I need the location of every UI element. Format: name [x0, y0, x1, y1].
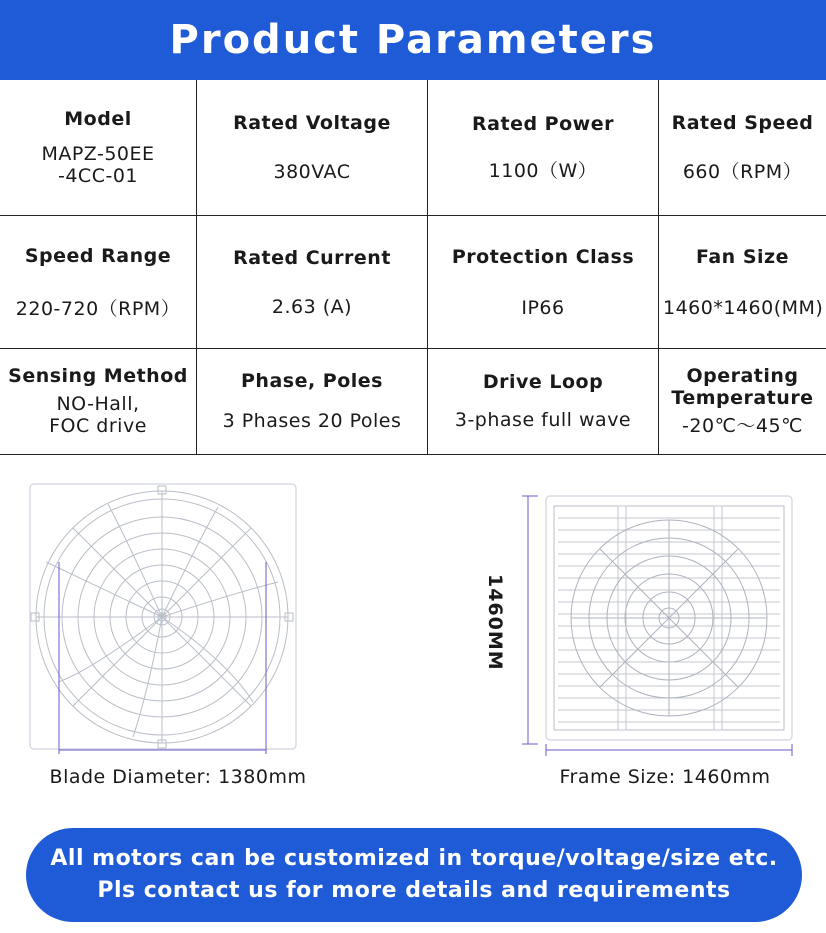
param-label: Speed Range — [24, 244, 172, 267]
param-label: Rated Speed — [671, 112, 814, 135]
param-cell-rated-speed — [659, 80, 826, 215]
param-value: -20℃～45℃ — [682, 415, 803, 437]
table-row — [0, 80, 826, 215]
table-row — [0, 348, 826, 454]
param-value: 380VAC — [273, 161, 351, 184]
param-label: Operating Temperature — [671, 365, 814, 409]
param-value: 1100（W） — [488, 160, 598, 183]
param-label: Phase, Poles — [241, 370, 383, 392]
param-cell-rated-power — [428, 80, 659, 215]
param-value: 2.63 (A) — [271, 295, 353, 318]
blade-diagram — [28, 482, 298, 754]
banner-line-2: Pls contact us for more details and requirements — [97, 878, 731, 903]
param-label: Rated Current — [233, 246, 391, 269]
customization-banner — [26, 828, 802, 922]
page-title: Product Parameters — [0, 0, 826, 80]
param-label: Sensing Method — [8, 365, 188, 387]
frame-height-label: 1460MM — [484, 574, 506, 671]
param-cell-fan-size — [659, 215, 826, 348]
param-value: MAPZ-50EE -4CC-01 — [41, 143, 155, 188]
param-label: Rated Voltage — [233, 112, 391, 135]
param-cell-operating-temperature — [659, 348, 826, 454]
frame-size-caption: Frame Size: 1460mm — [559, 766, 771, 788]
param-cell-sensing-method — [0, 348, 197, 454]
param-cell-rated-current — [197, 215, 428, 348]
param-value: 1460*1460(MM) — [663, 296, 824, 319]
param-cell-protection-class — [428, 215, 659, 348]
param-label: Fan Size — [696, 245, 789, 268]
param-cell-speed-range — [0, 215, 197, 348]
param-label: Rated Power — [472, 113, 614, 136]
table-row — [0, 215, 826, 348]
param-value: 660（RPM） — [682, 161, 803, 184]
param-cell-model — [0, 80, 197, 215]
param-value: IP66 — [521, 296, 565, 319]
banner-line-1: All motors can be customized in torque/voltage/size etc. — [50, 846, 778, 871]
param-value: 3 Phases 20 Poles — [222, 410, 402, 432]
param-label: Drive Loop — [482, 371, 604, 393]
param-label: Model — [64, 108, 132, 131]
param-value: 3-phase full wave — [454, 409, 632, 431]
param-value: NO-Hall, FOC drive — [49, 393, 147, 437]
parameters-table — [0, 80, 826, 455]
param-cell-phase-poles — [197, 348, 428, 454]
param-label: Protection Class — [451, 245, 635, 268]
blade-diameter-caption: Blade Diameter: 1380mm — [49, 766, 307, 788]
frame-diagram — [518, 494, 798, 758]
param-cell-rated-voltage — [197, 80, 428, 215]
param-cell-drive-loop — [428, 348, 659, 454]
param-value: 220-720（RPM） — [15, 297, 181, 320]
